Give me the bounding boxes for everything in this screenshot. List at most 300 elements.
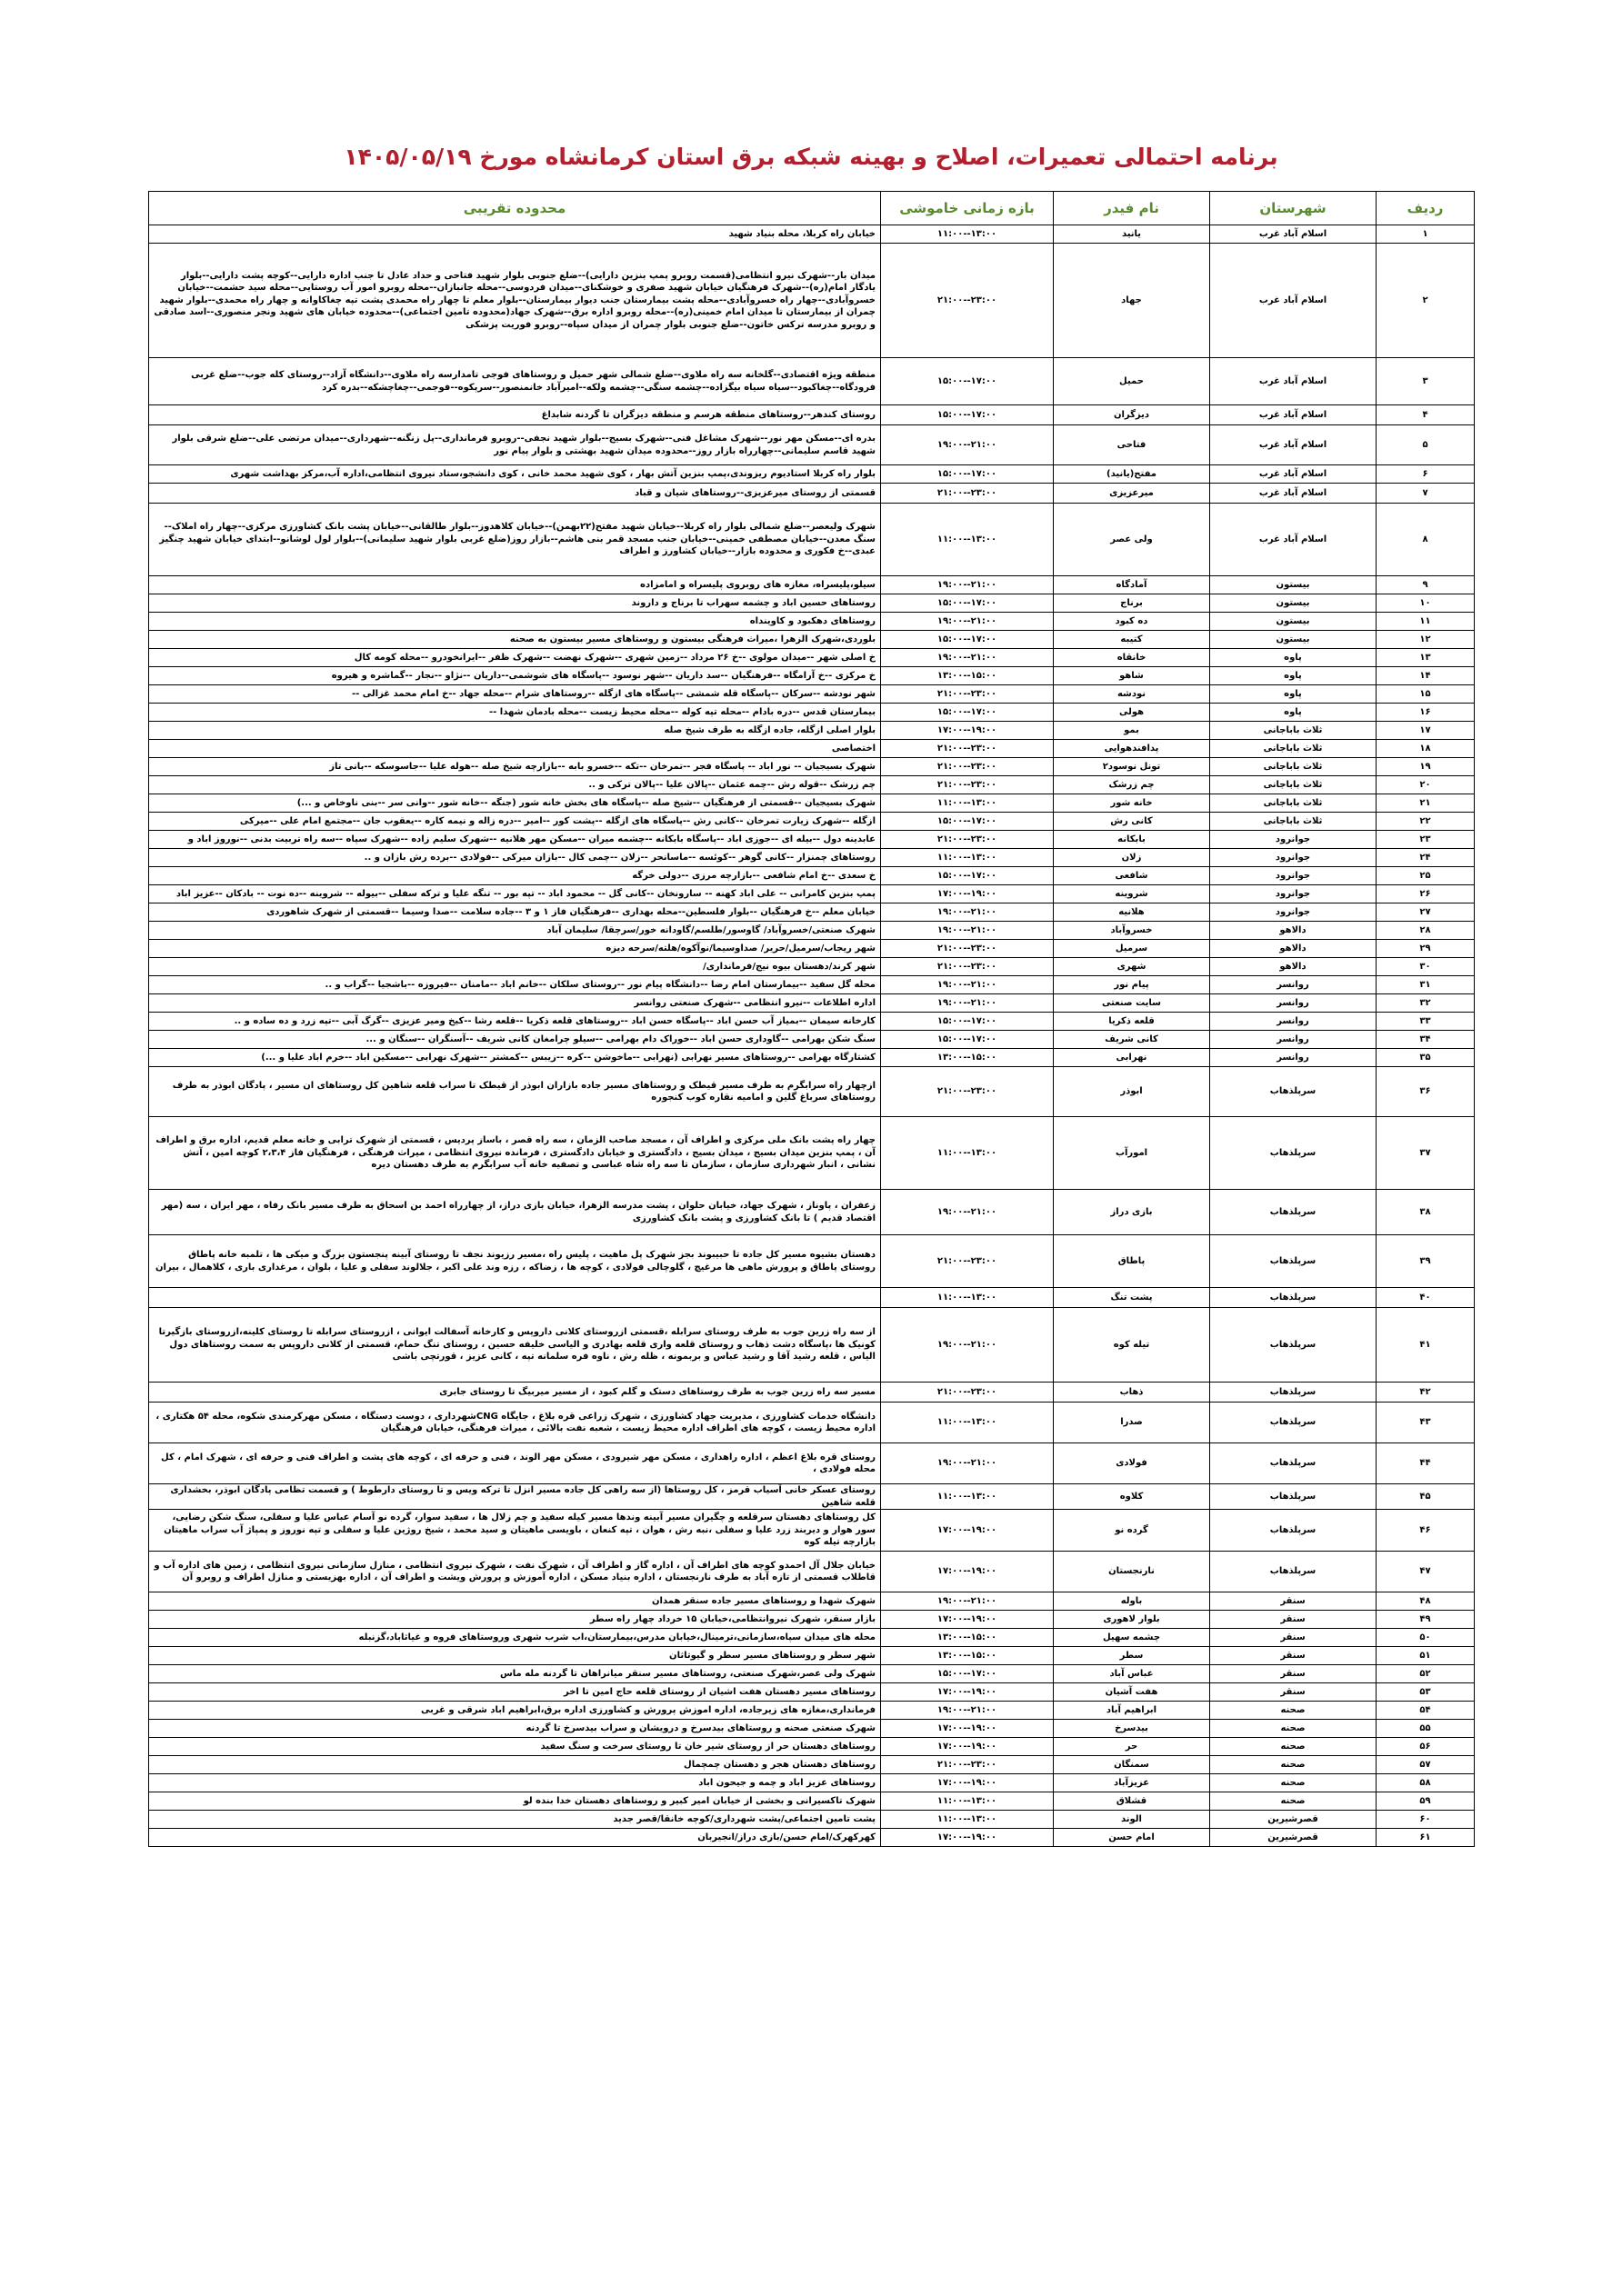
table-row (149, 484, 1475, 504)
outage-time-cell: ۱۷:۰۰--۱۹:۰۰ (881, 885, 1054, 903)
feeder-cell: زلان (1054, 849, 1210, 867)
city-cell: سرپلذهاب (1210, 1117, 1377, 1190)
city-cell: اسلام آباد غرب (1210, 484, 1377, 504)
city-cell: جوانرود (1210, 867, 1377, 885)
city-cell: ثلاث باباجانی (1210, 722, 1377, 740)
city-cell: صحنه (1210, 1756, 1377, 1774)
feeder-cell: میرعزیزی (1054, 484, 1210, 504)
table-row (149, 776, 1475, 794)
outage-time-cell: ۱۹:۰۰--۲۱:۰۰ (881, 576, 1054, 594)
outage-time-cell: ۱۳:۰۰--۱۵:۰۰ (881, 1629, 1054, 1647)
feeder-cell: پشت تنگ (1054, 1288, 1210, 1308)
row-number-cell: ۴۴ (1377, 1443, 1475, 1484)
table-row (149, 940, 1475, 958)
outage-time-cell: ۱۷:۰۰--۱۹:۰۰ (881, 1552, 1054, 1592)
city-cell: روانسر (1210, 1013, 1377, 1031)
table-row (149, 225, 1475, 244)
city-cell: سرپلذهاب (1210, 1443, 1377, 1484)
table-row (149, 1647, 1475, 1665)
area-cell: روستاهای حسین اباد و چشمه سهراب تا برناج و داروند (149, 594, 881, 613)
feeder-cell: ابراهیم آباد (1054, 1702, 1210, 1720)
outage-time-cell: ۱۷:۰۰--۱۹:۰۰ (881, 1510, 1054, 1552)
outage-time-cell: ۱۷:۰۰--۱۹:۰۰ (881, 722, 1054, 740)
outage-time-cell: ۱۳:۰۰--۱۵:۰۰ (881, 667, 1054, 685)
feeder-cell: تونل نوسود۲ (1054, 758, 1210, 776)
area-cell: شهر نودشه --سرکان --پاسگاه قله شمشی --پاسگاه های ازگله --روستاهای شرام --محله جهاد --خ امام محمد غزالی -- (149, 685, 881, 704)
feeder-cell: صدرا (1054, 1403, 1210, 1443)
table-row (149, 358, 1475, 405)
city-cell: اسلام آباد غرب (1210, 465, 1377, 484)
city-cell: صحنه (1210, 1702, 1377, 1720)
area-cell: شهرک بسیجیان --قسمتی از فرهنگیان --شیخ صله --پاسگاه های بخش خانه شور (جنگه --خانه شور --وانی سر --بنی ناوخاص و ...) (149, 794, 881, 813)
outage-time-cell: ۱۹:۰۰--۲۱:۰۰ (881, 1443, 1054, 1484)
feeder-cell: فولادی (1054, 1443, 1210, 1484)
area-cell: کهرکهرک/امام حسن/بازی دراز/انجیربان (149, 1829, 881, 1847)
area-cell: چم زرشک --قوله رش --چمه عثمان --پالان علیا --پالان ترکی و .. (149, 776, 881, 794)
area-cell: خ سعدی --خ امام شافعی --بازارچه مرزی --دولی خرگه (149, 867, 881, 885)
outage-time-cell: ۱۵:۰۰--۱۷:۰۰ (881, 1013, 1054, 1031)
outage-time-cell: ۱۵:۰۰--۱۷:۰۰ (881, 358, 1054, 405)
area-cell: روستای عسکر خانی آسیاب قرمز ، کل روستاها (از سه راهی کل جاده مسیر انزل تا ترکه ویس و تا روستای دارطوط ) و قسمت تظامی پادگان ابوذر، بخشداری قلعه شاهین (149, 1484, 881, 1510)
table-row (149, 649, 1475, 667)
area-cell: کل روستاهای دهستان سرقلعه و چگیران مسیر آبینه وندها مسیر کیله سفید و چم زلال ها ، سفید سوار، گرده نو آسام عباس علیا و سفلی، سنگ شکن رضایی، سور هوار و دیربند زرد علیا و سفلی ،نبه رش ، هوان ، تپه کنعان ، باویسی ماهیتان و سید محمد ، شیخ روژین علیا و سفلی و تپه نوروز و پمپاژ آب سراب ماهیتان بازارچه تیله کوه (149, 1510, 881, 1552)
table-row (149, 685, 1475, 704)
row-number-cell: ۴۹ (1377, 1611, 1475, 1629)
feeder-cell: عزیزآباد (1054, 1774, 1210, 1792)
city-cell: سنقر (1210, 1665, 1377, 1683)
feeder-cell: آمادگاه (1054, 576, 1210, 594)
city-cell: سرپلذهاب (1210, 1383, 1377, 1403)
city-cell: اسلام آباد غرب (1210, 405, 1377, 425)
row-number-cell: ۲۴ (1377, 849, 1475, 867)
area-cell: خ اصلی شهر --میدان مولوی --خ ۲۶ مرداد --زمین شهری --شهرک نهضت --شهرک ظفر --ایرانخودرو --محله کومه کال (149, 649, 881, 667)
row-number-cell: ۵۴ (1377, 1702, 1475, 1720)
city-cell: جوانرود (1210, 903, 1377, 922)
outage-time-cell: ۱۱:۰۰--۱۳:۰۰ (881, 1403, 1054, 1443)
feeder-cell: خسروآباد (1054, 922, 1210, 940)
area-cell: بدره ای--مسکن مهر نور--شهرک مشاغل فنی--شهرک بسیج--بلوار شهید نجفی--روبرو فرمانداری--پل زنگنه--شهرداری--میدان مرتضی علی--ضلع شرقی بلوار شهید قاسم سلیمانی--چهارراه بازار روز--محدوده میدان شهید بهشتی و بلوار پیام نور (149, 425, 881, 465)
table-row (149, 1811, 1475, 1829)
outage-time-cell: ۱۹:۰۰--۲۱:۰۰ (881, 994, 1054, 1013)
feeder-cell: پیام نور (1054, 976, 1210, 994)
city-cell: سرپلذهاب (1210, 1510, 1377, 1552)
row-number-cell: ۱۳ (1377, 649, 1475, 667)
area-cell: ازگله --شهرک زیارت تمرخان --کانی رش --پاسگاه های ازگله --پشت کور --امیر --دره زاله و نیمه کاره --یعقوب جان --مجتمع امام علی --میرکی (149, 813, 881, 831)
feeder-cell: کانی رش (1054, 813, 1210, 831)
row-number-cell: ۶ (1377, 465, 1475, 484)
feeder-cell: حر (1054, 1738, 1210, 1756)
outage-time-cell: ۱۷:۰۰--۱۹:۰۰ (881, 1738, 1054, 1756)
feeder-cell: الوند (1054, 1811, 1210, 1829)
row-number-cell: ۵۳ (1377, 1683, 1475, 1702)
area-cell: روستای کندهر--روستاهای منطقه هرسم و منطقه دیزگران تا گردنه شابداغ (149, 405, 881, 425)
feeder-cell: باوله (1054, 1592, 1210, 1611)
area-cell: دهستان بشیوه مسیر کل جاده تا حبیبوند بجز شهرک پل ماهیت ، پلیس راه ،مسیر رزیوند نجف تا روستای آبینه پنجستون بزرگ و میکی ها ، تلمبه خانه پاطاق روستای پاطاق و پرورش ماهی ها مرغیچ ، گلوچالی فولادی ، کوچه ها ، زضاکه ، رزه وند علی اکبر ، جلالوند سفلی و علیا ، بلوان ، مرغداری باری ، کلاهمال ، بیران (149, 1235, 881, 1288)
row-number-cell: ۴ (1377, 405, 1475, 425)
area-cell: بازار سنقر، شهرک نیروانتظامی،خیابان ۱۵ خرداد چهار راه سطر (149, 1611, 881, 1629)
area-cell: اختصاصی (149, 740, 881, 758)
city-cell: دالاهو (1210, 958, 1377, 976)
area-cell: از سه راه زرین جوب به طرف روستای سرابله ،قسمتی ازروستای کلانی داروپس و کارخانه آسفالت ایوانی ، ازروستای سرابله تا روستای کلینه،ازروستای بازگیرتا کونیک ها ،پاسگاه دشت ذهاب و روستای قلعه واری قلعه بهادری و الیاسی خلیفه حسین ، روستای تنگ حمام، قسمتی از کلانی داروپس به سمت روستاهای دول الیاس ، قلعه رشید آقا و رشید عباس و بربمونه ، ظله رش ، ناوه فره سلمانه تپه ، کانی عزیز ، قورتچی باشی (149, 1308, 881, 1383)
row-number-cell: ۱۴ (1377, 667, 1475, 685)
area-cell: شهرک بسیجیان -- نور اباد -- پاسگاه فجر --تمرخان --تکه --خسرو بابه --بازارچه شیخ صله --هوله علیا --جاسوسکه --بانی تاز (149, 758, 881, 776)
table-row (149, 1443, 1475, 1484)
table-row (149, 1552, 1475, 1592)
city-cell: سرپلذهاب (1210, 1288, 1377, 1308)
city-cell: سرپلذهاب (1210, 1403, 1377, 1443)
city-cell: سرپلذهاب (1210, 1484, 1377, 1510)
row-number-cell: ۵۱ (1377, 1647, 1475, 1665)
feeder-cell: فتاحی (1054, 425, 1210, 465)
row-number-cell: ۴۳ (1377, 1403, 1475, 1443)
city-cell: بیستون (1210, 631, 1377, 649)
outage-time-cell: ۱۷:۰۰--۱۹:۰۰ (881, 1611, 1054, 1629)
feeder-cell: شروینه (1054, 885, 1210, 903)
area-cell: بلوار اصلی ازگله، جاده ازگله به طرف شیخ صله (149, 722, 881, 740)
feeder-cell: نودشه (1054, 685, 1210, 704)
area-cell: عابدینه دول --بیله ای --جوزی اباد --پاسگاه بابکانه --چشمه میران --مسکن مهر هلانیه --شهرک سلیم زاده --شهرک سپاه --سه راه تربیت بدنی --نوروز اباد و (149, 831, 881, 849)
city-cell: پاوه (1210, 667, 1377, 685)
row-number-cell: ۵۸ (1377, 1774, 1475, 1792)
outage-time-cell: ۲۱:۰۰--۲۳:۰۰ (881, 831, 1054, 849)
area-cell: مسیر سه راه زرین جوب به طرف روستاهای دستک و گلم کبود ، از مسیر میربیگ تا روستای جابری (149, 1383, 881, 1403)
row-number-cell: ۵۰ (1377, 1629, 1475, 1647)
row-number-cell: ۵۷ (1377, 1756, 1475, 1774)
outage-time-cell: ۲۱:۰۰--۲۳:۰۰ (881, 685, 1054, 704)
city-cell: پاوه (1210, 704, 1377, 722)
outage-time-cell: ۱۱:۰۰--۱۳:۰۰ (881, 1484, 1054, 1510)
row-number-cell: ۲۳ (1377, 831, 1475, 849)
table-row (149, 1308, 1475, 1383)
outage-time-cell: ۲۱:۰۰--۲۳:۰۰ (881, 1067, 1054, 1117)
row-number-cell: ۲۱ (1377, 794, 1475, 813)
area-cell: شهر ریجاب/سرمیل/حریر/ صداوسیما/نوآکوه/هلته/سرحه دیزه (149, 940, 881, 958)
area-cell: محله گل سفید --بیمارستان امام رضا --دانشگاه پیام نور --روستای سلکان --خانم اباد --مامنان --فیروزه --باشجیا --گراب و .. (149, 976, 881, 994)
row-number-cell: ۳۲ (1377, 994, 1475, 1013)
outage-time-cell: ۱۱:۰۰--۱۳:۰۰ (881, 794, 1054, 813)
table-row (149, 1383, 1475, 1403)
outage-time-cell: ۱۵:۰۰--۱۷:۰۰ (881, 405, 1054, 425)
outage-time-cell: ۱۹:۰۰--۲۱:۰۰ (881, 425, 1054, 465)
area-cell: شهرک تاکسیرانی و بخشی از خیابان امیر کبیر و روستاهای دهستان خدا بنده لو (149, 1792, 881, 1811)
feeder-cell: خانه شور (1054, 794, 1210, 813)
outage-time-cell: ۲۱:۰۰--۲۳:۰۰ (881, 484, 1054, 504)
area-cell: پمپ بنزین کامرانی -- علی اباد کهنه -- سارونخان --کانی گل -- محمود اباد -- تپه بور -- تنگه علیا و ترکه سفلی --بیوله -- شروینه --ده نوت -- بادکان --عزیز اباد (149, 885, 881, 903)
row-number-cell: ۵۵ (1377, 1720, 1475, 1738)
feeder-cell: گرده نو (1054, 1510, 1210, 1552)
area-cell: روستاهای دهکبود و کاوینداه (149, 613, 881, 631)
feeder-cell: مفتح(یانید) (1054, 465, 1210, 484)
page-title: برنامه احتمالی تعمیرات، اصلاح و بهینه شبکه برق استان کرمانشاه مورخ ۱۴۰۵/۰۵/۱۹ (344, 144, 1278, 170)
outage-time-cell: ۱۳:۰۰--۱۵:۰۰ (881, 1049, 1054, 1067)
row-number-cell: ۳ (1377, 358, 1475, 405)
table-row (149, 722, 1475, 740)
row-number-cell: ۳۴ (1377, 1031, 1475, 1049)
area-cell: منطقه ویژه اقتصادی--گلخانه سه راه ملاوی--ضلع شمالی شهر حمیل و روستاهای فوجی تامدارسه راه ملاوی--دانشگاه آزاد--روستای کله جوب--ضلع غربی فرودگاه--چغاکبود--سیاه سیاه بیگزاده--چشمه سنگی--چشمه ولکه--امیرآباد خانمنصور--سرپکوه--فوجمی--چغاچشکه--بدره کرد (149, 358, 881, 405)
table-row (149, 631, 1475, 649)
row-number-cell: ۵۹ (1377, 1792, 1475, 1811)
table-row (149, 425, 1475, 465)
feeder-cell: جهاد (1054, 244, 1210, 358)
city-cell: روانسر (1210, 1031, 1377, 1049)
area-cell: روستاهای چمنزار --کانی گوهر --کوئسه --ماسانحر --زلان --چمی کال --بازان میرکی --فولادی --برده رش بازان و .. (149, 849, 881, 867)
city-cell: صحنه (1210, 1720, 1377, 1738)
area-cell: قسمتی از روستای میرعزیزی--روستاهای شیان و قباد (149, 484, 881, 504)
outage-time-cell: ۱۵:۰۰--۱۷:۰۰ (881, 867, 1054, 885)
city-cell: جوانرود (1210, 885, 1377, 903)
row-number-cell: ۵۶ (1377, 1738, 1475, 1756)
row-number-cell: ۳۹ (1377, 1235, 1475, 1288)
city-cell: صحنه (1210, 1792, 1377, 1811)
outage-time-cell: ۲۱:۰۰--۲۳:۰۰ (881, 1756, 1054, 1774)
city-cell: سنقر (1210, 1683, 1377, 1702)
row-number-cell: ۲۵ (1377, 867, 1475, 885)
area-cell: شهرک ولی عصر،شهرک صنعتی، روستاهای مسیر سنقر میانراهان تا گردنه مله ماس (149, 1665, 881, 1683)
table-row (149, 1720, 1475, 1738)
table-row (149, 1235, 1475, 1288)
row-number-cell: ۱۸ (1377, 740, 1475, 758)
table-row (149, 704, 1475, 722)
area-cell: روستاهای دهستان هجر و دهستان چمچمال (149, 1756, 881, 1774)
city-cell: سرپلذهاب (1210, 1067, 1377, 1117)
table-row (149, 594, 1475, 613)
table-row (149, 1288, 1475, 1308)
feeder-cell: قشلاق (1054, 1792, 1210, 1811)
outage-time-cell: ۱۱:۰۰--۱۳:۰۰ (881, 1811, 1054, 1829)
city-cell: سرپلذهاب (1210, 1308, 1377, 1383)
city-cell: جوانرود (1210, 849, 1377, 867)
table-row (149, 885, 1475, 903)
table-row (149, 1756, 1475, 1774)
area-cell: شهرک شهدا و روستاهای مسیر جاده سنقر همدان (149, 1592, 881, 1611)
table-row (149, 1049, 1475, 1067)
area-cell: خیابان معلم --خ فرهنگیان --بلوار فلسطین--محله بهداری --فرهنگیان فاز ۱ و ۳ --جاده سلامت --صدا وسیما --قسمتی از شهرک شاهوردی (149, 903, 881, 922)
feeder-cell: سطر (1054, 1647, 1210, 1665)
row-number-cell: ۳۶ (1377, 1067, 1475, 1117)
city-cell: قصرشیرین (1210, 1811, 1377, 1829)
table-row (149, 576, 1475, 594)
row-number-cell: ۱ (1377, 225, 1475, 244)
area-cell: ازچهار راه سرابگرم به طرف مسیر قیطک و روستاهای مسیر جاده بازاران ابوذر از قیطک تا سراب قلعه شاهین کل روستاهای ان مسیر ، پادگان ابوذر به طرف روستاهای سرباغ گلین و امامیه نقاره کوب کنجوره (149, 1067, 881, 1117)
table-row (149, 903, 1475, 922)
city-cell: اسلام آباد غرب (1210, 244, 1377, 358)
outage-time-cell: ۱۷:۰۰--۱۹:۰۰ (881, 1774, 1054, 1792)
row-number-cell: ۲۷ (1377, 903, 1475, 922)
row-number-cell: ۱۲ (1377, 631, 1475, 649)
outage-time-cell: ۱۹:۰۰--۲۱:۰۰ (881, 903, 1054, 922)
feeder-cell: ابوذر (1054, 1067, 1210, 1117)
area-cell: شهرک صنعتی صحنه و روستاهای بیدسرخ و درویشان و سراب بیدسرخ تا گردنه (149, 1720, 881, 1738)
table-row (149, 1774, 1475, 1792)
row-number-cell: ۲۹ (1377, 940, 1475, 958)
row-number-cell: ۴۲ (1377, 1383, 1475, 1403)
outage-time-cell: ۲۱:۰۰--۲۳:۰۰ (881, 244, 1054, 358)
table-row (149, 244, 1475, 358)
table-row (149, 613, 1475, 631)
outage-time-cell: ۱۵:۰۰--۱۷:۰۰ (881, 465, 1054, 484)
table-row (149, 1484, 1475, 1510)
outage-time-cell: ۲۱:۰۰--۲۳:۰۰ (881, 940, 1054, 958)
city-cell: ثلاث باباجانی (1210, 776, 1377, 794)
feeder-cell: بیدسرخ (1054, 1720, 1210, 1738)
outage-time-cell: ۱۹:۰۰--۲۱:۰۰ (881, 1190, 1054, 1235)
table-row (149, 1190, 1475, 1235)
outage-time-cell: ۱۵:۰۰--۱۷:۰۰ (881, 631, 1054, 649)
outage-time-cell: ۱۹:۰۰--۲۱:۰۰ (881, 613, 1054, 631)
table-row (149, 867, 1475, 885)
city-cell: دالاهو (1210, 922, 1377, 940)
outage-time-cell: ۲۱:۰۰--۲۳:۰۰ (881, 758, 1054, 776)
area-cell: روستاهای دهستان حر از روستای شیر خان تا روستای سرخت و سنگ سفید (149, 1738, 881, 1756)
row-number-cell: ۴۱ (1377, 1308, 1475, 1383)
feeder-cell: شافعی (1054, 867, 1210, 885)
table-row (149, 1067, 1475, 1117)
area-cell: خ مرکزی --خ آرامگاه --فرهنگیان --سد داریان --شهر نوسود --پاسگاه های شوشمی--داریان --نژاو --نجار --گماشره و هیروه (149, 667, 881, 685)
row-number-cell: ۳۷ (1377, 1117, 1475, 1190)
area-cell: روستاهای عزیز اباد و چمه و جیحون اباد (149, 1774, 881, 1792)
table-row (149, 667, 1475, 685)
outage-time-cell: ۱۱:۰۰--۱۳:۰۰ (881, 504, 1054, 576)
table-row (149, 1403, 1475, 1443)
outage-time-cell: ۱۹:۰۰--۲۱:۰۰ (881, 922, 1054, 940)
table-row (149, 1013, 1475, 1031)
outage-time-cell: ۱۵:۰۰--۱۷:۰۰ (881, 594, 1054, 613)
row-number-cell: ۳۰ (1377, 958, 1475, 976)
city-cell: ثلاث باباجانی (1210, 794, 1377, 813)
area-cell: چهار راه پشت بانک ملی مرکزی و اطراف آن ، مسجد صاحب الزمان ، سه راه قصر ، باساز پردیس ، قسمتی از شهرک ترابی و خانه معلم قدیم، اداره برق و اطراف آن ، پمپ بنزین میدان بسیج ، میدان بسیج ، دادگستری و خیابان دادگستری ، فرمانده نیروی انتظامی ، میراث فرهنگی ، فرهنگیان فاز ۲،۳،۴ کوچه امین ، آتش نشانی ، انبار شهرداری سازمان ، سازمان تا سه راه شاه عباسی و تصفیه خانه آب سرابگرم به طرف دهستان دیره (149, 1117, 881, 1190)
table-row (149, 1611, 1475, 1629)
table-row (149, 976, 1475, 994)
area-cell: بلوردی،شهرک الزهرا ،میراث فرهنگی بیستون و روستاهای مسیر بیستون به صحنه (149, 631, 881, 649)
feeder-cell: تیله کوه (1054, 1308, 1210, 1383)
city-cell: سرپلذهاب (1210, 1190, 1377, 1235)
feeder-cell: کانی شریف (1054, 1031, 1210, 1049)
city-cell: اسلام آباد غرب (1210, 504, 1377, 576)
table-row (149, 1792, 1475, 1811)
header-feeder: نام فیدر (1054, 192, 1210, 225)
feeder-cell: سایت صنعتی (1054, 994, 1210, 1013)
feeder-cell: سمنگان (1054, 1756, 1210, 1774)
city-cell: سنقر (1210, 1611, 1377, 1629)
outage-time-cell: ۱۱:۰۰--۱۳:۰۰ (881, 225, 1054, 244)
row-number-cell: ۱۱ (1377, 613, 1475, 631)
city-cell: ثلاث باباجانی (1210, 758, 1377, 776)
row-number-cell: ۲۰ (1377, 776, 1475, 794)
feeder-cell: هولی (1054, 704, 1210, 722)
outage-time-cell: ۱۱:۰۰--۱۳:۰۰ (881, 1117, 1054, 1190)
feeder-cell: دیزگران (1054, 405, 1210, 425)
header-city: شهرستان (1210, 192, 1377, 225)
city-cell: بیستون (1210, 594, 1377, 613)
area-cell: اداره اطلاعات --نیرو انتظامی --شهرک صنعتی روانسر (149, 994, 881, 1013)
table-row (149, 831, 1475, 849)
feeder-cell: هلانیه (1054, 903, 1210, 922)
row-number-cell: ۴۷ (1377, 1552, 1475, 1592)
city-cell: پاوه (1210, 685, 1377, 704)
outage-time-cell: ۱۵:۰۰--۱۷:۰۰ (881, 1665, 1054, 1683)
feeder-cell: سرمیل (1054, 940, 1210, 958)
row-number-cell: ۶۰ (1377, 1811, 1475, 1829)
city-cell: اسلام آباد غرب (1210, 425, 1377, 465)
row-number-cell: ۴۵ (1377, 1484, 1475, 1510)
feeder-cell: بابکانه (1054, 831, 1210, 849)
feeder-cell: نارنجستان (1054, 1552, 1210, 1592)
table-row (149, 1665, 1475, 1683)
city-cell: جوانرود (1210, 831, 1377, 849)
row-number-cell: ۴۶ (1377, 1510, 1475, 1552)
area-cell: سیلو،پلیسراه، مغازه های روبروی پلیسراه و امامزاده (149, 576, 881, 594)
city-cell: اسلام آباد غرب (1210, 358, 1377, 405)
outage-time-cell: ۱۷:۰۰--۱۹:۰۰ (881, 1829, 1054, 1847)
city-cell: سرپلذهاب (1210, 1552, 1377, 1592)
table-row (149, 1031, 1475, 1049)
feeder-cell: بلوار لاهوری (1054, 1611, 1210, 1629)
city-cell: صحنه (1210, 1738, 1377, 1756)
city-cell: سنقر (1210, 1629, 1377, 1647)
row-number-cell: ۱۹ (1377, 758, 1475, 776)
area-cell: کارخانه سیمان --بمیاز آب حسن اباد --پاسگاه حسن اباد --روستاهای قلعه ذکریا --قلعه رشا --کیخ ومیر عزیزی --گرگ آبی --تپه زرد و ده ساده و .. (149, 1013, 881, 1031)
table-row (149, 1683, 1475, 1702)
row-number-cell: ۴۸ (1377, 1592, 1475, 1611)
row-number-cell: ۱۵ (1377, 685, 1475, 704)
city-cell: ثلاث باباجانی (1210, 813, 1377, 831)
row-number-cell: ۳۵ (1377, 1049, 1475, 1067)
table-row (149, 1117, 1475, 1190)
table-header-row (149, 192, 1475, 225)
area-cell: شهرک صنعتی/خسروآباد/ گاوسور/طلسم/گاودانه خور/سرچقا/ سلیمان آباد (149, 922, 881, 940)
city-cell: سنقر (1210, 1592, 1377, 1611)
outage-time-cell: ۲۱:۰۰--۲۳:۰۰ (881, 958, 1054, 976)
outage-time-cell: ۲۱:۰۰--۲۳:۰۰ (881, 740, 1054, 758)
row-number-cell: ۷ (1377, 484, 1475, 504)
city-cell: ثلاث باباجانی (1210, 740, 1377, 758)
table-row (149, 1629, 1475, 1647)
feeder-cell: یانید (1054, 225, 1210, 244)
outage-time-cell: ۱۹:۰۰--۲۱:۰۰ (881, 1308, 1054, 1383)
area-cell: شهر سطر و روستاهای مسیر سطر و گیوتاثان (149, 1647, 881, 1665)
feeder-cell: قلعه ذکریا (1054, 1013, 1210, 1031)
table-row (149, 994, 1475, 1013)
city-cell: روانسر (1210, 1049, 1377, 1067)
outage-time-cell: ۱۱:۰۰--۱۳:۰۰ (881, 849, 1054, 867)
city-cell: دالاهو (1210, 940, 1377, 958)
area-cell: بیمارستان قدس --دره بادام --محله تپه کوله --محله محیط زیست --محله بادمان شهدا -- (149, 704, 881, 722)
table-row (149, 758, 1475, 776)
feeder-cell: ده کبود (1054, 613, 1210, 631)
table-row (149, 1702, 1475, 1720)
table-row (149, 794, 1475, 813)
row-number-cell: ۲ (1377, 244, 1475, 358)
header-area: محدوده تقریبی (149, 192, 881, 225)
outage-time-cell: ۲۱:۰۰--۲۳:۰۰ (881, 1235, 1054, 1288)
feeder-cell: شاهو (1054, 667, 1210, 685)
area-cell: خیابان راه کربلا، محله بنیاد شهید (149, 225, 881, 244)
city-cell: پاوه (1210, 649, 1377, 667)
feeder-cell: چم زرشک (1054, 776, 1210, 794)
city-cell: اسلام آباد غرب (1210, 225, 1377, 244)
row-number-cell: ۲۸ (1377, 922, 1475, 940)
table-row (149, 1738, 1475, 1756)
outage-time-cell: ۱۵:۰۰--۱۷:۰۰ (881, 813, 1054, 831)
outage-time-cell: ۱۵:۰۰--۱۷:۰۰ (881, 704, 1054, 722)
outage-time-cell: ۲۱:۰۰--۲۳:۰۰ (881, 776, 1054, 794)
outage-time-cell: ۱۱:۰۰--۱۳:۰۰ (881, 1792, 1054, 1811)
outage-time-cell: ۱۵:۰۰--۱۷:۰۰ (881, 1031, 1054, 1049)
feeder-cell: بازی دراز (1054, 1190, 1210, 1235)
row-number-cell: ۱۰ (1377, 594, 1475, 613)
city-cell: بیستون (1210, 576, 1377, 594)
row-number-cell: ۹ (1377, 576, 1475, 594)
